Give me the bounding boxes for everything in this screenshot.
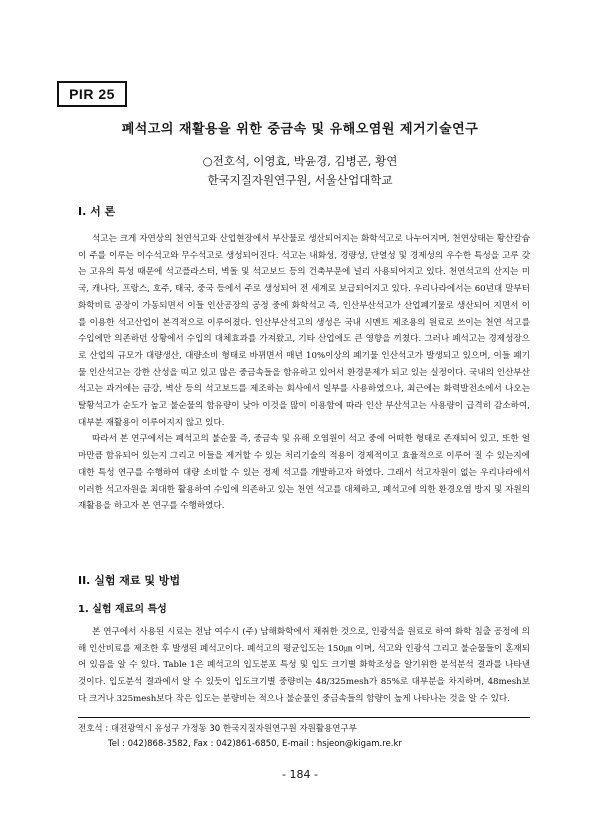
author-list: ○전호석, 이영효, 박윤경, 김병곤, 황연: [202, 154, 398, 168]
subsection-heading-materials: 1. 실험 재료의 특성: [78, 604, 167, 615]
footnote-contact: Tel : 042)868-3582, Fax : 042)861-6850, E-mail : hsjeon@kigam.re.kr: [108, 739, 402, 749]
introduction-body: [78, 231, 530, 515]
footnote: [78, 722, 530, 752]
intro-paragraph: 석고는 크게 자연상의 천연석고와 산업현장에서 부산물로 생산되어지는 화학석고로 나누어지며, 천연상태는 황산칼슘이 주를 이루는 이수석고와 무수석고로 생성되어진다. 석고는 내화성, 경량성, 단열성 및 경제성의 우수한 특성을 고루 갖는 고유의 특성 때문에 석고플라스터, 벽돌 및 석고보드 등의 건축부문에 널리 사용되어지고 있다. 천연석고의 산지는 미국, 캐나다, 프랑스, 호주, 태국, 중국 등에서 주로 생성되어 전 세계로 보급되어지고 있다. 우리나라에서는 60년대 말부터 화학비료 공장이 가동되면서 이들 인산공장의 공정 중에 화학석고 즉, 인산부산석고가 산업폐기물로 생산되어 지면서 이를 이용한 석고산업이 본격적으로 이루어졌다. 인산부산석고의 생성은 국내 시멘트 제조용의 원료로 쓰이는 천연 석고를 수입에만 의존하던 상황에서 수입의 대체효과를 가져왔고, 기타 산업에도 큰 영향을 끼쳤다. 그러나 폐석고는 경제성장으로 산업의 규모가 대량생산, 대량소비 형태로 바뀌면서 매년 10%이상의 폐기물 인산석고가 발생되고 있으며, 이들 폐기물 인산석고는 강한 산성을 띠고 있고 많은 중금속들을 함유하고 있어서 환경문제가 되고 있는 실정이다. 국내의 인산부산석고는 과거에는 금강, 벽산 등의 석고보드를 제조하는 회사에서 일부를 사용하였으나, 최근에는 화력발전소에서 나오는 탈황석고가 순도가 높고 불순물의 함유량이 낮아 이것을 많이 이용함에 따라 인산 부산석고는 사용량이 급격히 감소하여, 대부분 재활용이 이루어지지 않고 있다.: [78, 234, 530, 428]
paper-code-box: PIR 25: [57, 81, 127, 107]
section-heading-introduction: I. 서 론: [78, 205, 116, 218]
paper-title: 폐석고의 재활용을 위한 중금속 및 유해오염원 제거기술연구: [121, 122, 479, 137]
materials-body: [78, 624, 530, 708]
intro-paragraph: 따라서 본 연구에서는 폐석고의 불순물 즉, 중금속 및 유해 오염원이 석고 중에 어떠한 형태로 존재되어 있고, 또한 얼마만큼 함유되어 있는지 그리고 이들을 제거할 수 있는 처리기술의 적용이 경제적이고 효율적으로 이루어 질 수 있는지에 대한 특성 연구를 수행하여 대량 소비할 수 있는 정제 석고를 개발하고자 하였다. 그래서 석고자원이 없는 우리나라에서 이러한 석고자원을 최대한 활용하여 수입에 의존하고 있는 천연 석고를 대체하고, 폐석고에 의한 환경오염 방지 및 자원의 재활용을 하고자 본 연구를 수행하였다.: [78, 434, 530, 512]
footnote-address: 전호석 : 대전광역시 유성구 가정동 30 한국지질자원연구원 자원활용연구부: [78, 724, 357, 734]
materials-paragraph: 본 연구에서 사용된 시료는 전남 여수시 (주) 남해화학에서 채취한 것으로, 인광석을 원료로 하여 화학 침출 공정에 의해 인산비료를 제조한 후 발생된 폐석고이다. 폐석고의 평균입도는 150㎛ 이며, 석고와 인광석 그리고 불순물들이 혼재되어 있음을 알 수 있다. Table 1은 폐석고의 입도분포 특성 및 입도 크기별 화학조성을 알기위한 분석분석 결과를 나타낸 것이다. 입도분석 결과에서 알 수 있듯이 입도크기별 중량비는 48/325mesh가 85%로 대부분을 차지하며, 48mesh보다 크거나 325mesh보다 작은 입도는 분량비는 적으나 불순물인 중금속들의 함량이 높게 나타나는 것을 알 수 있다.: [78, 627, 530, 704]
page-number: - 184 -: [282, 768, 318, 781]
footnote-divider: [78, 717, 530, 718]
section-heading-methods: II. 실험 재료 및 방법: [78, 574, 181, 587]
affiliation: 한국지질자원연구원, 서울산업대학교: [207, 173, 393, 187]
